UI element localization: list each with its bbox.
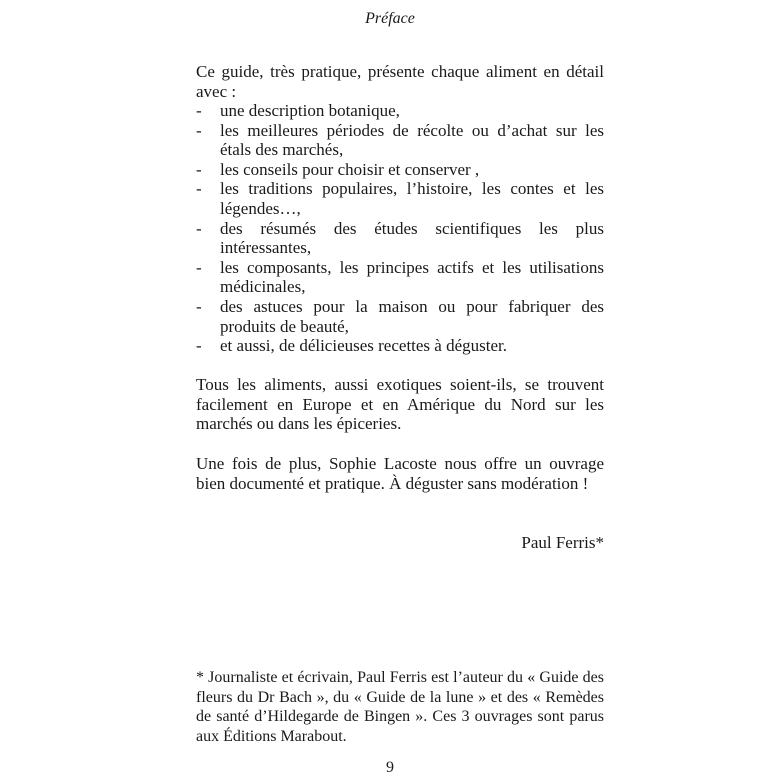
footnote: * Journaliste et écrivain, Paul Ferris est l’auteur du « Guide des fleurs du Dr Bach », du « Guide de la lune » et des « Remèdes de santé d’Hildegarde de Bingen ». Ces 3 ouvrages sont parus aux Éditions Marabout. xyxy=(196,669,604,745)
list-item-text: les meilleures périodes de récolte ou d’achat sur les étals des marchés, xyxy=(220,120,604,160)
list-item-text: les conseils pour choisir et conserver , xyxy=(220,159,480,179)
list-dash: - xyxy=(196,120,202,140)
list-dash: - xyxy=(196,101,202,120)
list-item-text: les traditions populaires, l’histoire, les contes et les légendes…, xyxy=(220,179,604,218)
running-head: Préface xyxy=(365,10,415,27)
list-item-text: des astuces pour la maison ou pour fabriquer des produits de beauté, xyxy=(220,296,604,336)
list-dash: - xyxy=(196,159,202,179)
list-dash: - xyxy=(196,336,202,356)
list-item xyxy=(196,336,604,356)
list-item xyxy=(196,121,604,160)
list-item xyxy=(196,258,604,297)
list-dash: - xyxy=(196,296,202,316)
list-item-text: des résumés des études scientifiques les plus intéressantes, xyxy=(220,218,604,258)
list-dash: - xyxy=(196,218,202,238)
list-item-text: une description botanique, xyxy=(220,101,400,120)
list-item-text: et aussi, de délicieuses recettes à déguster. xyxy=(220,336,507,356)
author-signature: Paul Ferris* xyxy=(521,533,604,552)
body-paragraph: Tous les aliments, aussi exotiques soient-ils, se trouvent facilement en Europe et en Amérique du Nord sur les marchés ou dans les épiceries. xyxy=(196,375,604,434)
list-item xyxy=(196,297,604,336)
intro-paragraph: Ce guide, très pratique, présente chaque aliment en détail avec : xyxy=(196,62,604,101)
list-dash: - xyxy=(196,179,202,199)
list-dash: - xyxy=(196,257,202,277)
list-item-text: les composants, les principes actifs et les utilisations médicinales, xyxy=(220,257,604,297)
feature-list xyxy=(196,101,604,356)
body-paragraph: Une fois de plus, Sophie Lacoste nous offre un ouvrage bien documenté et pratique. À déguster sans modération ! xyxy=(196,454,604,493)
list-item xyxy=(196,179,604,218)
page-number: 9 xyxy=(386,759,394,776)
list-item xyxy=(196,101,604,121)
list-item xyxy=(196,219,604,258)
list-item xyxy=(196,160,604,180)
